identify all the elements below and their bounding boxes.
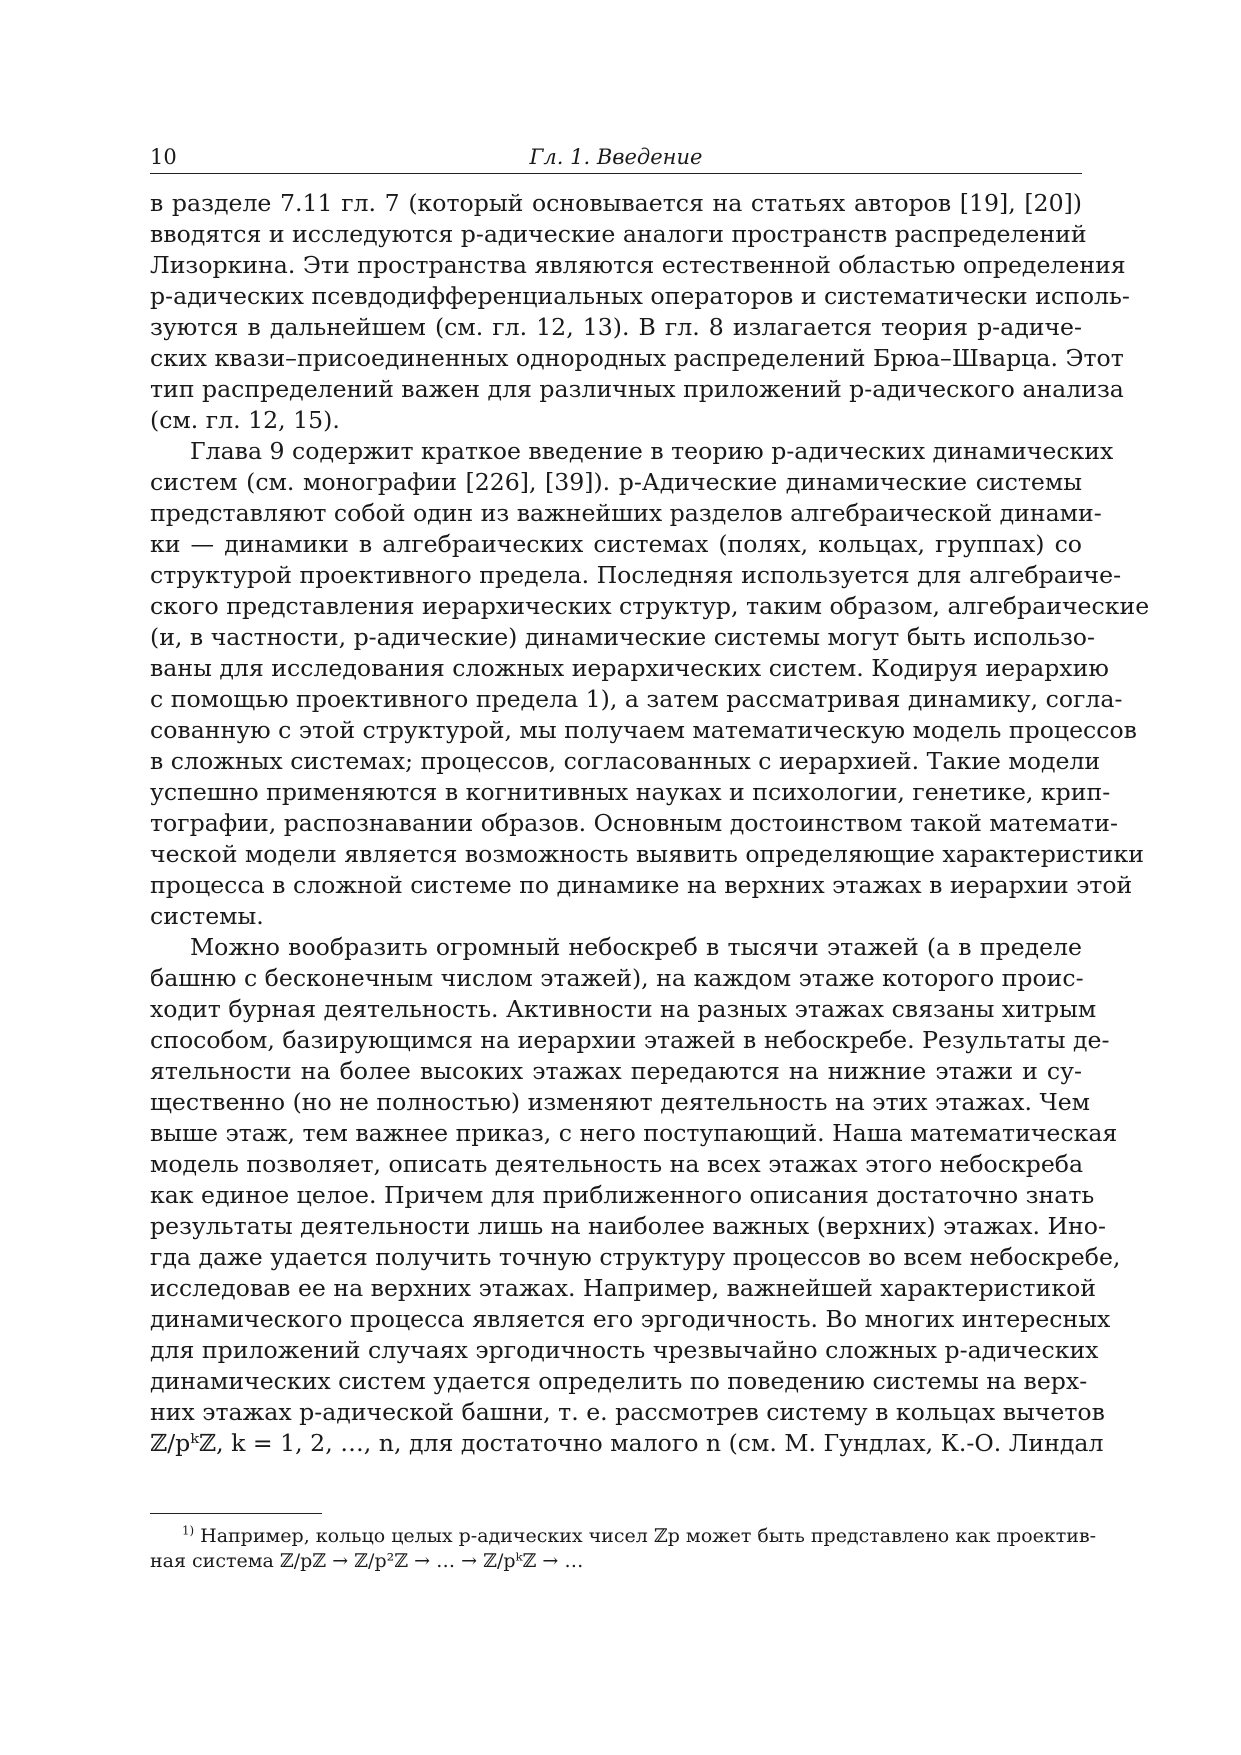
footnote-divider	[150, 1513, 322, 1514]
text-line: вводятся и исследуются p-адические аналоги пространств распределений	[150, 220, 1087, 248]
paragraph-3	[150, 932, 1121, 1459]
text-line: ятельности на более высоких этажах передаются на нижние этажи и су-	[150, 1057, 1082, 1085]
text-line: в сложных системах; процессов, согласованных с иерархией. Такие модели	[150, 747, 1101, 775]
text-line: p-адических псевдодифференциальных операторов и систематически исполь-	[150, 282, 1130, 310]
text-line: выше этаж, тем важнее приказ, с него поступающий. Наша математическая	[150, 1119, 1118, 1147]
text-line: модель позволяет, описать деятельность на всех этажах этого небоскреба	[150, 1150, 1084, 1178]
text-line: процесса в сложной системе по динамике на верхних этажах в иерархии этой	[150, 871, 1133, 899]
text-line: структурой проективного предела. Последняя используется для алгебраиче-	[150, 561, 1122, 589]
text-line: способом, базирующимся на иерархии этажей в небоскребе. Результаты де-	[150, 1026, 1110, 1054]
text-line: динамического процесса является его эргодичность. Во многих интересных	[150, 1305, 1111, 1333]
text-line: как единое целое. Причем для приближенного описания достаточно знать	[150, 1181, 1095, 1209]
text-line: тографии, распознавании образов. Основным достоинством такой математи-	[150, 809, 1118, 837]
text-line: ходит бурная деятельность. Активности на разных этажах связаны хитрым	[150, 995, 1097, 1023]
footnote-text: Например, кольцо целых p-адических чисел ℤp может быть представлено как проектив-	[200, 1525, 1097, 1547]
text-line: гда даже удается получить точную структуру процессов во всем небоскребе,	[150, 1243, 1121, 1271]
text-line: системы.	[150, 902, 264, 930]
text-line: с помощью проективного предела 1), а затем рассматривая динамику, согла-	[150, 685, 1123, 713]
text-line: представляют собой один из важнейших разделов алгебраической динами-	[150, 499, 1102, 527]
text-line: динамических систем удается определить по поведению системы на верх-	[150, 1367, 1088, 1395]
page-number: 10	[150, 145, 177, 169]
text-line: башню с бесконечным числом этажей), на каждом этаже которого проис-	[150, 964, 1084, 992]
text-line: результаты деятельности лишь на наиболее важных (верхних) этажах. Ино-	[150, 1212, 1106, 1240]
text-line: в разделе 7.11 гл. 7 (который основывается на статьях авторов [19], [20])	[150, 189, 1082, 217]
text-line: ки — динамики в алгебраических системах (полях, кольцах, группах) со	[150, 530, 1082, 558]
chapter-title: Гл. 1. Введение	[529, 145, 703, 169]
text-line: систем (см. монографии [226], [39]). p-Адические динамические системы	[150, 468, 1082, 496]
text-line: (и, в частности, p-адические) динамические системы могут быть использо-	[150, 623, 1095, 651]
text-line: сованную с этой структурой, мы получаем математическую модель процессов	[150, 716, 1137, 744]
text-line: для приложений случаях эргодичность чрезвычайно сложных p-адических	[150, 1336, 1099, 1364]
main-text	[150, 188, 1150, 1459]
text-line: зуются в дальнейшем (см. гл. 12, 13). В гл. 8 излагается теория p-адиче-	[150, 313, 1082, 341]
text-line: Можно вообразить огромный небоскреб в тысячи этажей (а в пределе	[190, 933, 1082, 961]
text-line: исследовав ее на верхних этажах. Например, важнейшей характеристикой	[150, 1274, 1097, 1302]
paragraph-1	[150, 188, 1130, 436]
text-line: Лизоркина. Эти пространства являются естественной областью определения	[150, 251, 1126, 279]
running-head	[150, 143, 1082, 174]
footnote-marker: 1)	[182, 1523, 195, 1538]
text-line: Глава 9 содержит краткое введение в теорию p-адических динамических	[190, 437, 1114, 465]
text-line: щественно (но не полностью) изменяют деятельность на этих этажах. Чем	[150, 1088, 1091, 1116]
footnote-line: ная система ℤ/pℤ → ℤ/p²ℤ → … → ℤ/pᵏℤ → …	[150, 1550, 584, 1572]
text-line: ваны для исследования сложных иерархических систем. Кодируя иерархию	[150, 654, 1109, 682]
footnote	[150, 1523, 1097, 1574]
text-line: ческой модели является возможность выявить определяющие характеристики	[150, 840, 1144, 868]
text-line: ских квази–присоединенных однородных распределений Брюа–Шварца. Этот	[150, 344, 1124, 372]
page-body	[150, 143, 1150, 1459]
text-line: ℤ/pᵏℤ, k = 1, 2, …, n, для достаточно малого n (см. М. Гундлах, К.-О. Линдал	[150, 1429, 1104, 1457]
footnote-line	[150, 1523, 1097, 1549]
text-line: (см. гл. 12, 15).	[150, 406, 340, 434]
text-line: ского представления иерархических структур, таким образом, алгебраические	[150, 592, 1150, 620]
paragraph-2	[150, 436, 1150, 932]
text-line: тип распределений важен для различных приложений p-адического анализа	[150, 375, 1124, 403]
text-line: успешно применяются в когнитивных науках и психологии, генетике, крип-	[150, 778, 1111, 806]
text-line: них этажах p-адической башни, т. е. рассмотрев систему в кольцах вычетов	[150, 1398, 1105, 1426]
